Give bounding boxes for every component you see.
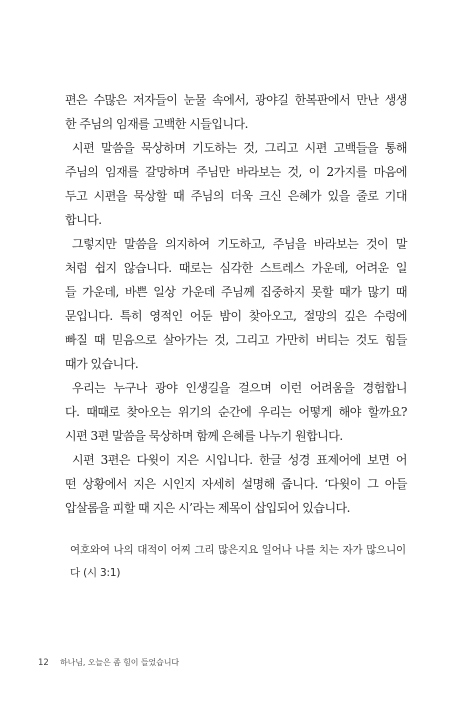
text-line: 두고 시편을 묵상할 때 주님의 더욱 크신 은혜가 있을 줄로 기대	[65, 189, 407, 203]
text-line: 합니다.	[65, 213, 102, 227]
text-line: 때가 있습니다.	[65, 357, 139, 371]
text-line: 그렇지만 말씀을 의지하여 기도하고, 주님을 바라보는 것이 말	[72, 237, 407, 251]
text-line: 들 가운데, 바쁜 일상 가운데 주님께 집중하지 못할 때가 많기 때	[65, 285, 407, 299]
text-line: 시편 3편은 다윗이 지은 시입니다. 한글 성경 표제어에 보면 어	[72, 453, 407, 467]
running-title: 하나님, 오늘은 좀 힘이 들었습니다	[60, 658, 180, 667]
text-line: 빠질 때 믿음으로 살아가는 것, 그리고 가만히 버티는 것도 힘들	[65, 333, 407, 347]
text-line: 처럼 쉽지 않습니다. 때로는 심각한 스트레스 가운데, 어려운 일	[65, 261, 407, 275]
text-line: 시편 3편 말씀을 묵상하며 함께 은혜를 나누기 원합니다.	[65, 429, 343, 443]
quote-line: 다 (시 3:1)	[70, 567, 121, 579]
text-line: 편은 수많은 저자들이 눈물 속에서, 광야길 한복판에서 만난 생생	[65, 93, 407, 107]
page-number: 12	[38, 658, 49, 668]
text-line: 주님의 임재를 갈망하며 주님만 바라보는 것, 이 2가지를 마음에	[65, 165, 407, 179]
text-line: 다. 때때로 찾아오는 위기의 순간에 우리는 어떻게 해야 할까요?	[65, 405, 407, 419]
text-line: 떤 상황에서 지은 시인지 자세히 설명해 줍니다. ‘다윗이 그 아들	[65, 477, 407, 491]
text-line: 문입니다. 특히 영적인 어둔 밤이 찾아오고, 절망의 깊은 수렁에	[65, 309, 407, 323]
text-line: 시편 말씀을 묵상하며 기도하는 것, 그리고 시편 고백들을 통해	[72, 141, 407, 155]
quote-line: 여호와여 나의 대적이 어찌 그리 많은지요 일어나 나를 치는 자가 많으니이	[70, 544, 406, 556]
text-line: 한 주님의 임재를 고백한 시들입니다.	[65, 117, 248, 131]
text-line: 압살롬을 피할 때 지은 시’라는 제목이 삽입되어 있습니다.	[65, 501, 350, 515]
text-line: 우리는 누구나 광야 인생길을 걸으며 이런 어려움을 경험합니	[72, 381, 407, 395]
